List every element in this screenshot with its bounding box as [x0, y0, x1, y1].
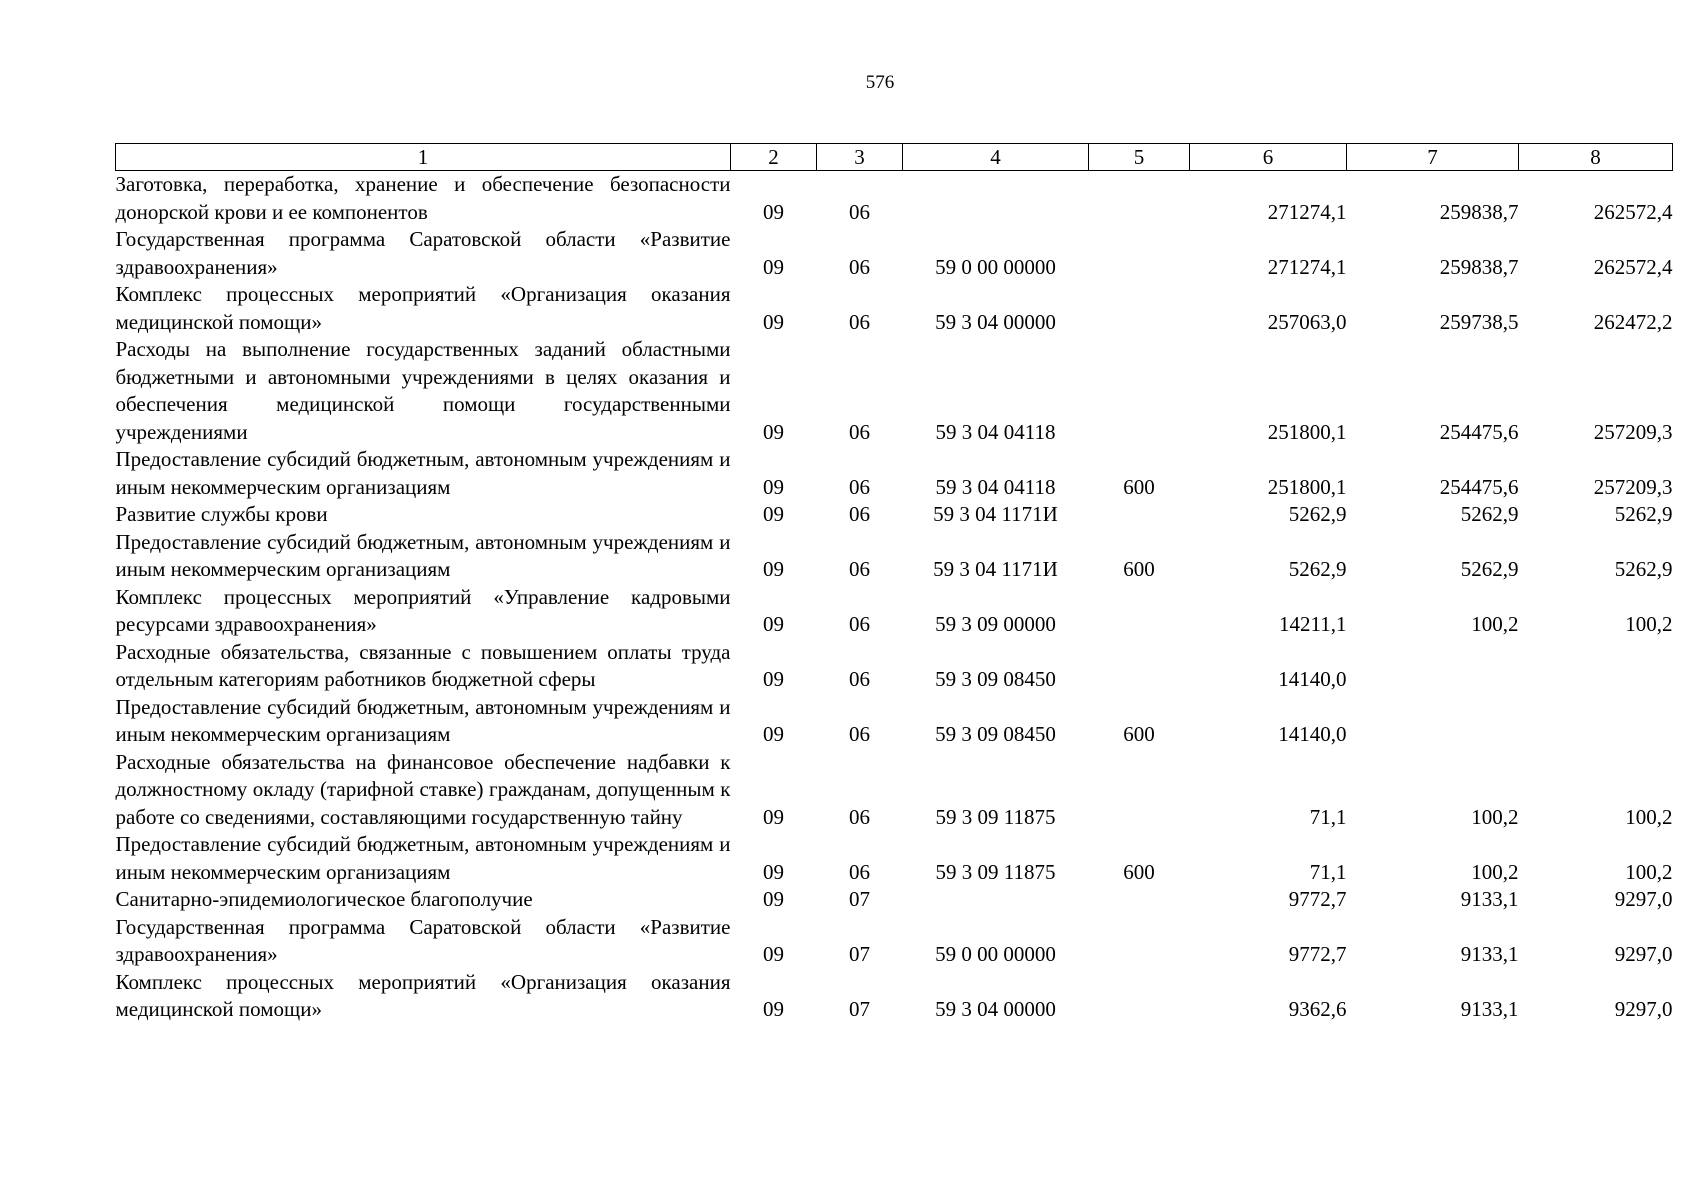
target-article-code: 59 3 09 08450 [935, 722, 1056, 746]
row-description: Предоставление субсидий бюджетным, автономным учреждениям и иным некоммерческим организациям [115, 694, 731, 746]
amount-col-8: 100,2 [1625, 612, 1673, 636]
subsection-code: 06 [849, 254, 870, 279]
table-row [116, 446, 1673, 501]
amount-col-6: 271274,1 [1267, 199, 1347, 224]
subsection-code: 06 [849, 502, 870, 526]
table-row [116, 584, 1673, 639]
expense-type-code [1089, 501, 1190, 529]
amount-col-6: 5262,9 [1288, 502, 1347, 526]
amount-col-8: 262572,4 [1593, 199, 1673, 224]
row-description: Комплекс процессных мероприятий «Управление кадровыми ресурсами здравоохранения» [115, 584, 731, 636]
section-code: 09 [763, 502, 784, 526]
target-article-code [903, 171, 1089, 227]
table-row [116, 969, 1673, 1024]
target-article-code: 59 3 09 11875 [935, 804, 1056, 829]
section-code: 09 [763, 419, 784, 444]
target-article-code: 59 3 04 1171И [933, 502, 1058, 526]
amount-col-7: 259838,7 [1439, 199, 1519, 224]
amount-col-8: 262472,2 [1593, 309, 1673, 334]
target-article-code: 59 0 00 00000 [935, 942, 1056, 966]
row-description: Развитие службы крови [115, 502, 328, 526]
expense-type-code: 600 [1123, 557, 1155, 581]
amount-col-7: 259838,7 [1439, 254, 1519, 279]
amount-col-7: 9133,1 [1460, 997, 1519, 1021]
expense-type-code: 600 [1123, 474, 1155, 499]
expense-type-code [1089, 226, 1190, 281]
amount-col-8: 9297,0 [1614, 887, 1673, 911]
amount-col-6: 14140,0 [1278, 667, 1347, 691]
table-row [116, 281, 1673, 336]
row-description: Расходы на выполнение государственных заданий областными бюджетными и автономными учреждениями в целях оказания и обеспечения медицинской помощи государственными учреждениями [115, 337, 731, 444]
amount-col-7: 9133,1 [1460, 942, 1519, 966]
table-row [116, 529, 1673, 584]
column-header: 2 [731, 144, 817, 171]
amount-col-8: 257209,3 [1593, 419, 1673, 444]
target-article-code [903, 886, 1089, 914]
expense-type-code [1089, 171, 1190, 227]
target-article-code: 59 3 09 08450 [935, 667, 1056, 691]
subsection-code: 06 [849, 722, 870, 746]
amount-col-7: 5262,9 [1460, 557, 1519, 581]
amount-col-8: 100,2 [1625, 859, 1673, 884]
amount-col-6: 14140,0 [1278, 722, 1347, 746]
subsection-code: 06 [849, 199, 870, 224]
section-code: 09 [763, 254, 784, 279]
subsection-code: 07 [849, 997, 870, 1021]
table-row [116, 886, 1673, 914]
amount-col-6: 251800,1 [1267, 474, 1347, 499]
subsection-code: 07 [849, 887, 870, 911]
row-description: Государственная программа Саратовской области «Развитие здравоохранения» [115, 227, 731, 279]
expense-type-code [1089, 639, 1190, 694]
amount-col-8: 262572,4 [1593, 254, 1673, 279]
target-article-code: 59 3 04 00000 [935, 997, 1056, 1021]
amount-col-7 [1347, 694, 1519, 749]
amount-col-6: 5262,9 [1288, 557, 1347, 581]
amount-col-8 [1519, 694, 1673, 749]
amount-col-6: 251800,1 [1267, 419, 1347, 444]
amount-col-6: 9772,7 [1288, 942, 1347, 966]
row-description: Санитарно-эпидемиологическое благополучие [115, 887, 533, 911]
row-description: Заготовка, переработка, хранение и обеспечение безопасности донорской крови и ее компонентов [115, 172, 731, 224]
table-row [116, 831, 1673, 886]
amount-col-6: 71,1 [1309, 804, 1347, 829]
row-description: Расходные обязательства, связанные с повышением оплаты труда отдельным категориям работников бюджетной сферы [115, 639, 731, 691]
subsection-code: 06 [849, 612, 870, 636]
column-header: 6 [1190, 144, 1347, 171]
table-row [116, 501, 1673, 529]
table-body [116, 171, 1673, 1024]
section-code: 09 [763, 804, 784, 829]
subsection-code: 06 [849, 804, 870, 829]
expense-type-code [1089, 969, 1190, 1024]
amount-col-8: 9297,0 [1614, 997, 1673, 1021]
target-article-code: 59 0 00 00000 [935, 254, 1056, 279]
column-header: 5 [1089, 144, 1190, 171]
row-description: Предоставление субсидий бюджетным, автономным учреждениям и иным некоммерческим организациям [115, 529, 731, 581]
expense-type-code [1089, 914, 1190, 969]
subsection-code: 06 [849, 557, 870, 581]
section-code: 09 [763, 667, 784, 691]
expense-type-code [1089, 336, 1190, 446]
header-row [116, 144, 1673, 171]
target-article-code: 59 3 09 11875 [935, 859, 1056, 884]
subsection-code: 06 [849, 309, 870, 334]
amount-col-8: 257209,3 [1593, 474, 1673, 499]
amount-col-7: 5262,9 [1460, 502, 1519, 526]
section-code: 09 [763, 942, 784, 966]
column-header: 8 [1519, 144, 1673, 171]
expense-type-code [1089, 749, 1190, 832]
row-description: Предоставление субсидий бюджетным, автономным учреждениям и иным некоммерческим организациям [115, 447, 731, 499]
amount-col-6: 14211,1 [1279, 612, 1347, 636]
target-article-code: 59 3 04 04118 [935, 419, 1056, 444]
amount-col-7: 100,2 [1471, 612, 1519, 636]
amount-col-6: 257063,0 [1267, 309, 1347, 334]
amount-col-7: 9133,1 [1460, 887, 1519, 911]
amount-col-7: 254475,6 [1439, 474, 1519, 499]
expense-type-code [1089, 886, 1190, 914]
section-code: 09 [763, 612, 784, 636]
column-header: 4 [903, 144, 1089, 171]
table-row [116, 914, 1673, 969]
amount-col-8: 5262,9 [1614, 502, 1673, 526]
section-code: 09 [763, 557, 784, 581]
section-code: 09 [763, 859, 784, 884]
section-code: 09 [763, 199, 784, 224]
table-row [116, 336, 1673, 446]
table-row [116, 749, 1673, 832]
table-row [116, 639, 1673, 694]
row-description: Комплекс процессных мероприятий «Организация оказания медицинской помощи» [115, 282, 731, 334]
page-number: 576 [865, 72, 895, 93]
subsection-code: 06 [849, 474, 870, 499]
amount-col-8: 9297,0 [1614, 942, 1673, 966]
column-header: 3 [817, 144, 903, 171]
row-description: Предоставление субсидий бюджетным, автономным учреждениям и иным некоммерческим организациям [115, 832, 731, 884]
table-row [116, 171, 1673, 227]
amount-col-8: 100,2 [1625, 804, 1673, 829]
subsection-code: 07 [849, 942, 870, 966]
amount-col-6: 9772,7 [1288, 887, 1347, 911]
target-article-code: 59 3 04 04118 [935, 474, 1056, 499]
amount-col-7: 100,2 [1471, 859, 1519, 884]
section-code: 09 [763, 309, 784, 334]
section-code: 09 [763, 722, 784, 746]
expense-type-code [1089, 281, 1190, 336]
amount-col-7: 254475,6 [1439, 419, 1519, 444]
subsection-code: 06 [849, 419, 870, 444]
table-row [116, 694, 1673, 749]
expense-type-code: 600 [1123, 859, 1155, 884]
target-article-code: 59 3 04 1171И [933, 557, 1058, 581]
amount-col-6: 271274,1 [1267, 254, 1347, 279]
column-header: 1 [116, 144, 731, 171]
row-description: Комплекс процессных мероприятий «Организация оказания медицинской помощи» [115, 969, 731, 1021]
amount-col-8: 5262,9 [1614, 557, 1673, 581]
subsection-code: 06 [849, 667, 870, 691]
section-code: 09 [763, 997, 784, 1021]
table-row [116, 226, 1673, 281]
amount-col-6: 9362,6 [1288, 997, 1347, 1021]
amount-col-8 [1519, 639, 1673, 694]
section-code: 09 [763, 887, 784, 911]
subsection-code: 06 [849, 859, 870, 884]
amount-col-7: 259738,5 [1439, 309, 1519, 334]
target-article-code: 59 3 04 00000 [935, 309, 1056, 334]
column-header: 7 [1347, 144, 1519, 171]
expense-type-code: 600 [1123, 722, 1155, 746]
section-code: 09 [763, 474, 784, 499]
row-description: Расходные обязательства на финансовое обеспечение надбавки к должностному окладу (тарифной ставке) гражданам, допущенным к работе со сведениями, составляющими государственную тайну [115, 749, 731, 829]
row-description: Государственная программа Саратовской области «Развитие здравоохранения» [115, 914, 731, 966]
amount-col-6: 71,1 [1309, 859, 1347, 884]
expense-type-code [1089, 584, 1190, 639]
budget-table [115, 143, 1673, 1024]
amount-col-7: 100,2 [1471, 804, 1519, 829]
amount-col-7 [1347, 639, 1519, 694]
target-article-code: 59 3 09 00000 [935, 612, 1056, 636]
